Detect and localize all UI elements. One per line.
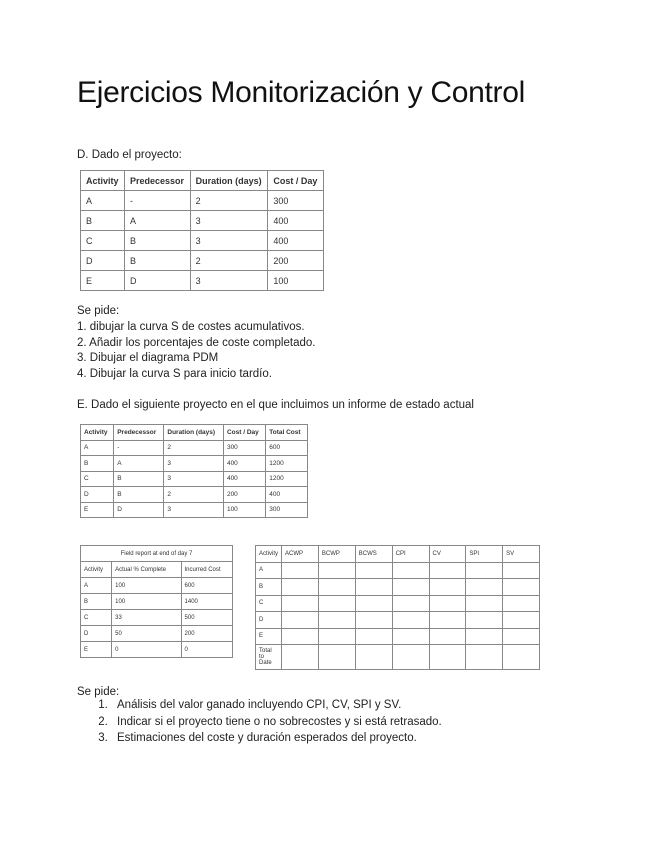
table-cell: D bbox=[114, 502, 164, 518]
table-cell: B bbox=[81, 456, 114, 472]
table-caption: Field report at end of day 7 bbox=[81, 546, 233, 562]
table-cell: - bbox=[124, 191, 190, 211]
table-cell: C bbox=[81, 231, 125, 251]
table-cell: 400 bbox=[266, 487, 308, 503]
table-cell: 200 bbox=[268, 251, 324, 271]
table-cell: A bbox=[81, 440, 114, 456]
table-cell: - bbox=[114, 440, 164, 456]
table-row bbox=[81, 642, 233, 658]
table-cell: 2 bbox=[164, 440, 224, 456]
column-header: Incurred Cost bbox=[181, 562, 232, 578]
column-header: Duration (days) bbox=[164, 425, 224, 441]
table-cell: 400 bbox=[268, 231, 324, 251]
empty-cell bbox=[429, 562, 466, 579]
column-header: BCWS bbox=[355, 546, 392, 563]
row-label: B bbox=[256, 579, 282, 596]
column-header: Predecessor bbox=[124, 171, 190, 191]
table-row bbox=[81, 471, 308, 487]
empty-cell bbox=[429, 628, 466, 645]
task-item: 1. Análisis del valor ganado incluyendo CPI, CV, SPI y SV. bbox=[111, 697, 442, 714]
column-header: Activity bbox=[81, 562, 112, 578]
empty-cell bbox=[282, 612, 319, 629]
column-header: SV bbox=[503, 546, 540, 563]
project-table-d bbox=[80, 170, 324, 291]
column-header: SPI bbox=[466, 546, 503, 563]
table-cell: D bbox=[81, 251, 125, 271]
header-row bbox=[81, 171, 324, 191]
empty-cell bbox=[503, 595, 540, 612]
empty-cell bbox=[318, 579, 355, 596]
empty-cell bbox=[503, 628, 540, 645]
empty-cell bbox=[355, 562, 392, 579]
table-row bbox=[81, 231, 324, 251]
empty-cell bbox=[392, 628, 429, 645]
field-report-table bbox=[80, 545, 233, 658]
table-cell: 3 bbox=[190, 231, 268, 251]
project-table-e bbox=[80, 424, 308, 518]
table-cell: 400 bbox=[268, 211, 324, 231]
row-label: C bbox=[256, 595, 282, 612]
empty-cell bbox=[355, 579, 392, 596]
table-cell: 500 bbox=[181, 610, 232, 626]
table-cell: A bbox=[124, 211, 190, 231]
column-header: CV bbox=[429, 546, 466, 563]
column-header: CPI bbox=[392, 546, 429, 563]
empty-cell bbox=[503, 579, 540, 596]
empty-cell bbox=[466, 612, 503, 629]
table-cell: 300 bbox=[223, 440, 265, 456]
table-cell: D bbox=[81, 487, 114, 503]
empty-cell bbox=[429, 645, 466, 670]
empty-cell bbox=[392, 645, 429, 670]
empty-cell bbox=[282, 628, 319, 645]
table-cell: 2 bbox=[190, 191, 268, 211]
empty-cell bbox=[466, 628, 503, 645]
table-cell: B bbox=[81, 594, 112, 610]
earned-value-table bbox=[255, 545, 540, 670]
header-row bbox=[81, 425, 308, 441]
table-cell: C bbox=[81, 610, 112, 626]
column-header: Predecessor bbox=[114, 425, 164, 441]
table-cell: 33 bbox=[112, 610, 181, 626]
table-row bbox=[81, 594, 233, 610]
table-cell: 3 bbox=[164, 456, 224, 472]
empty-cell bbox=[429, 595, 466, 612]
table-cell: 100 bbox=[223, 502, 265, 518]
empty-cell bbox=[355, 628, 392, 645]
table-cell: B bbox=[124, 231, 190, 251]
table-cell: E bbox=[81, 502, 114, 518]
column-header: Actual % Complete bbox=[112, 562, 181, 578]
table-row bbox=[81, 456, 308, 472]
task-item: 4. Dibujar la curva S para inicio tardío. bbox=[77, 368, 272, 380]
empty-cell bbox=[318, 562, 355, 579]
table-cell: 2 bbox=[164, 487, 224, 503]
page-title: Ejercicios Monitorización y Control bbox=[77, 76, 525, 109]
table-cell: D bbox=[81, 626, 112, 642]
empty-cell bbox=[355, 645, 392, 670]
task-item: 3. Dibujar el diagrama PDM bbox=[77, 352, 219, 364]
empty-cell bbox=[503, 645, 540, 670]
table-cell: 0 bbox=[112, 642, 181, 658]
task-item: 3. Estimaciones del coste y duración esperados del proyecto. bbox=[111, 730, 442, 747]
empty-cell bbox=[282, 579, 319, 596]
section-e-tasks-label: Se pide: bbox=[77, 686, 120, 698]
empty-cell bbox=[466, 595, 503, 612]
empty-cell bbox=[392, 579, 429, 596]
column-header: Activity bbox=[81, 425, 114, 441]
table-cell: B bbox=[124, 251, 190, 271]
table-cell: 400 bbox=[223, 471, 265, 487]
row-label: D bbox=[256, 612, 282, 629]
table-row bbox=[256, 628, 540, 645]
table-cell: A bbox=[114, 456, 164, 472]
table-cell: 3 bbox=[190, 271, 268, 291]
task-item: 1. dibujar la curva S de costes acumulativos. bbox=[77, 321, 305, 333]
table-row bbox=[81, 440, 308, 456]
table-cell: 200 bbox=[223, 487, 265, 503]
empty-cell bbox=[282, 562, 319, 579]
empty-cell bbox=[466, 645, 503, 670]
column-header: Activity bbox=[256, 546, 282, 563]
table-cell: 1200 bbox=[266, 456, 308, 472]
section-d-tasks-label: Se pide: bbox=[77, 305, 120, 317]
empty-cell bbox=[429, 579, 466, 596]
table-cell: 3 bbox=[190, 211, 268, 231]
row-label: Total to Date bbox=[256, 645, 282, 670]
empty-cell bbox=[429, 612, 466, 629]
table-cell: 1400 bbox=[181, 594, 232, 610]
table-cell: B bbox=[114, 487, 164, 503]
table-cell: 3 bbox=[164, 471, 224, 487]
table-row bbox=[256, 579, 540, 596]
table-row bbox=[81, 191, 324, 211]
empty-cell bbox=[318, 645, 355, 670]
table-row bbox=[256, 595, 540, 612]
table-cell: 100 bbox=[268, 271, 324, 291]
empty-cell bbox=[282, 645, 319, 670]
table-cell: A bbox=[81, 191, 125, 211]
table-cell: 600 bbox=[266, 440, 308, 456]
table-cell: B bbox=[114, 471, 164, 487]
table-cell: 200 bbox=[181, 626, 232, 642]
empty-cell bbox=[466, 562, 503, 579]
table-cell: 300 bbox=[266, 502, 308, 518]
table-row bbox=[81, 610, 233, 626]
table-row bbox=[81, 578, 233, 594]
table-row bbox=[81, 251, 324, 271]
table-row bbox=[256, 562, 540, 579]
empty-cell bbox=[503, 612, 540, 629]
table-cell: 50 bbox=[112, 626, 181, 642]
table-row bbox=[81, 211, 324, 231]
column-header: Duration (days) bbox=[190, 171, 268, 191]
table-cell: 300 bbox=[268, 191, 324, 211]
table-row bbox=[81, 487, 308, 503]
empty-cell bbox=[392, 595, 429, 612]
row-label: A bbox=[256, 562, 282, 579]
column-header: Cost / Day bbox=[223, 425, 265, 441]
column-header: BCWP bbox=[318, 546, 355, 563]
empty-cell bbox=[355, 612, 392, 629]
column-header: Activity bbox=[81, 171, 125, 191]
section-e-task-list bbox=[94, 697, 442, 747]
section-e-intro: E. Dado el siguiente proyecto en el que incluimos un informe de estado actual bbox=[77, 399, 474, 411]
column-header: ACWP bbox=[282, 546, 319, 563]
empty-cell bbox=[392, 562, 429, 579]
empty-cell bbox=[355, 595, 392, 612]
task-item: 2. Indicar si el proyecto tiene o no sobrecostes y si está retrasado. bbox=[111, 714, 442, 731]
table-row bbox=[81, 271, 324, 291]
table-row bbox=[256, 612, 540, 629]
section-d-intro: D. Dado el proyecto: bbox=[77, 149, 182, 161]
task-item: 2. Añadir los porcentajes de coste completado. bbox=[77, 337, 316, 349]
table-cell: 3 bbox=[164, 502, 224, 518]
row-label: E bbox=[256, 628, 282, 645]
table-cell: C bbox=[81, 471, 114, 487]
table-cell: A bbox=[81, 578, 112, 594]
table-cell: 100 bbox=[112, 594, 181, 610]
empty-cell bbox=[503, 562, 540, 579]
table-row bbox=[81, 626, 233, 642]
table-cell: 400 bbox=[223, 456, 265, 472]
empty-cell bbox=[392, 612, 429, 629]
empty-cell bbox=[318, 612, 355, 629]
table-cell: 1200 bbox=[266, 471, 308, 487]
column-header: Cost / Day bbox=[268, 171, 324, 191]
table-cell: 2 bbox=[190, 251, 268, 271]
empty-cell bbox=[318, 628, 355, 645]
empty-cell bbox=[282, 595, 319, 612]
empty-cell bbox=[466, 579, 503, 596]
table-cell: 600 bbox=[181, 578, 232, 594]
table-cell: E bbox=[81, 642, 112, 658]
table-row bbox=[81, 502, 308, 518]
table-row bbox=[256, 645, 540, 670]
table-cell: 100 bbox=[112, 578, 181, 594]
column-header: Total Cost bbox=[266, 425, 308, 441]
empty-cell bbox=[318, 595, 355, 612]
table-cell: E bbox=[81, 271, 125, 291]
table-cell: D bbox=[124, 271, 190, 291]
table-cell: 0 bbox=[181, 642, 232, 658]
table-cell: B bbox=[81, 211, 125, 231]
